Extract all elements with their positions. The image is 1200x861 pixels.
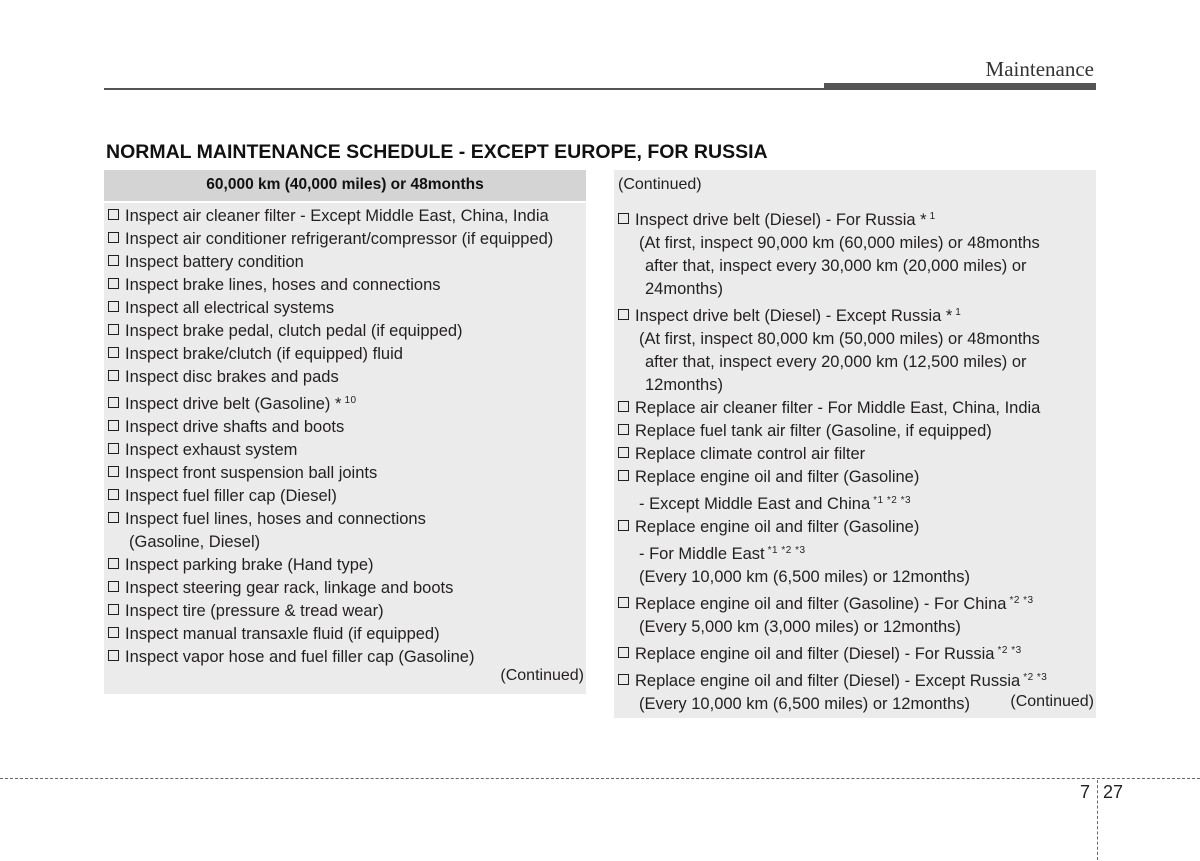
footnote-marker: 1 (929, 211, 936, 222)
checklist-item (108, 577, 553, 600)
checklist-item-text: Replace engine oil and filter (Gasoline) (635, 468, 920, 486)
continuation-text: after that, inspect every 20,000 km (12,500 miles) or (645, 353, 1027, 371)
footnote-marker: *2 *3 (1009, 595, 1034, 606)
checklist-item (108, 320, 553, 343)
checklist-item-text: Inspect disc brakes and pads (125, 368, 339, 386)
checklist-item (618, 205, 1047, 232)
checklist-item-text: Replace engine oil and filter (Diesel) - Except Russia (635, 672, 1021, 690)
checklist-item-text: Inspect drive belt (Diesel) - Except Russia * (635, 307, 953, 325)
checklist-item-text: Inspect air conditioner refrigerant/compressor (if equipped) (125, 230, 554, 248)
checklist-item-continuation (618, 278, 1047, 301)
checklist-item-text: Inspect steering gear rack, linkage and boots (125, 579, 454, 597)
checklist-item-text: Replace climate control air filter (635, 445, 866, 463)
checklist-item-text: Replace engine oil and filter (Gasoline) - For China (635, 595, 1007, 613)
continuation-text: - Except Middle East and China (639, 495, 871, 513)
checklist-item (618, 397, 1047, 420)
checkbox-icon (108, 489, 119, 500)
checklist-item-continuation (618, 566, 1047, 589)
checkbox-icon (618, 309, 629, 320)
checklist-item (108, 439, 553, 462)
checklist-item (108, 508, 553, 531)
checklist-item-text: Inspect all electrical systems (125, 299, 335, 317)
checklist-item-text: Inspect brake lines, hoses and connections (125, 276, 441, 294)
checkbox-icon (108, 443, 119, 454)
continued-from-label: (Continued) (618, 176, 702, 193)
checklist-item-text: Inspect vapor hose and fuel filler cap (Gasoline) (125, 648, 475, 666)
checklist-item (108, 228, 553, 251)
continuation-text: (At first, inspect 90,000 km (60,000 miles) or 48months (639, 234, 1040, 252)
footer-divider (1097, 780, 1098, 860)
checkbox-icon (108, 301, 119, 312)
checkbox-icon (618, 647, 629, 658)
checklist-item-text: Inspect brake pedal, clutch pedal (if equipped) (125, 322, 463, 340)
checkbox-icon (618, 401, 629, 412)
checklist-item (108, 205, 553, 228)
checklist-item-continuation (618, 374, 1047, 397)
checklist-item-text: Replace engine oil and filter (Gasoline) (635, 518, 920, 536)
checklist-item-continuation (618, 489, 1047, 516)
checklist-item (108, 623, 553, 646)
continuation-text: (Every 10,000 km (6,500 miles) or 12months) (639, 695, 971, 713)
checkbox-icon (108, 209, 119, 220)
footnote-marker: *2 *3 (997, 645, 1022, 656)
checklist-item (108, 343, 553, 366)
checklist-item-text: Inspect drive shafts and boots (125, 418, 345, 436)
checklist-item (618, 466, 1047, 489)
checkbox-icon (618, 470, 629, 481)
checklist-item-continuation (618, 232, 1047, 255)
header-rule (104, 88, 824, 90)
footnote-marker: *1 *2 *3 (767, 545, 806, 556)
checklist-item-continuation (618, 351, 1047, 374)
continuation-text: after that, inspect every 30,000 km (20,000 miles) or (645, 257, 1027, 275)
checklist-item (108, 251, 553, 274)
checkbox-icon (108, 232, 119, 243)
continuation-text: - For Middle East (639, 545, 765, 563)
header-rule-accent (824, 83, 1096, 90)
continuation-text: (Every 10,000 km (6,500 miles) or 12months) (639, 568, 971, 586)
checklist-item (618, 420, 1047, 443)
continuation-text: (Every 5,000 km (3,000 miles) or 12months) (639, 618, 961, 636)
checklist-item-continuation (618, 328, 1047, 351)
checklist-item (618, 639, 1047, 666)
footnote-marker: *1 *2 *3 (873, 495, 912, 506)
checkbox-icon (108, 420, 119, 431)
checkbox-icon (108, 370, 119, 381)
checkbox-icon (108, 347, 119, 358)
checklist-item (618, 589, 1047, 616)
chapter-number: 7 (1080, 782, 1091, 802)
checkbox-icon (108, 558, 119, 569)
checklist-item (618, 666, 1047, 693)
page-number: 27 (1103, 782, 1124, 802)
right-checklist (618, 205, 1047, 716)
checklist-item-continuation (618, 255, 1047, 278)
checklist-item-text: Inspect tire (pressure & tread wear) (125, 602, 384, 620)
heading-divider (104, 201, 586, 203)
checklist-item-text: Inspect fuel filler cap (Diesel) (125, 487, 337, 505)
continuation-text: (At first, inspect 80,000 km (50,000 miles) or 48months (639, 330, 1040, 348)
running-header-title: Maintenance (985, 57, 1094, 81)
checklist-item-text: Inspect brake/clutch (if equipped) fluid (125, 345, 403, 363)
checklist-item-continuation (108, 531, 553, 554)
section-title: NORMAL MAINTENANCE SCHEDULE - EXCEPT EUROPE, FOR RUSSIA (106, 141, 768, 163)
checkbox-icon (618, 520, 629, 531)
checklist-item-text: Inspect manual transaxle fluid (if equipped) (125, 625, 440, 643)
checklist-item (108, 297, 553, 320)
checklist-item-text: Inspect front suspension ball joints (125, 464, 378, 482)
checkbox-icon (108, 324, 119, 335)
footer-rule (0, 778, 1200, 779)
checkbox-icon (108, 604, 119, 615)
continued-label: (Continued) (500, 667, 584, 684)
checklist-item-text: Inspect battery condition (125, 253, 304, 271)
checklist-item (618, 301, 1047, 328)
footnote-marker: 10 (344, 395, 357, 406)
checkbox-icon (108, 650, 119, 661)
checklist-item (108, 366, 553, 389)
checklist-item-continuation (618, 616, 1047, 639)
checklist-item-text: Inspect parking brake (Hand type) (125, 556, 374, 574)
checklist-item (108, 462, 553, 485)
checklist-item-text: Inspect drive belt (Gasoline) * (125, 395, 342, 413)
checkbox-icon (108, 397, 119, 408)
column-heading: 60,000 km (40,000 miles) or 48months (206, 176, 484, 193)
left-checklist (108, 205, 553, 669)
checkbox-icon (108, 278, 119, 289)
checkbox-icon (108, 581, 119, 592)
checklist-item (108, 389, 553, 416)
checklist-item-text: Inspect exhaust system (125, 441, 298, 459)
continuation-text: (Gasoline, Diesel) (129, 533, 261, 551)
continuation-text: 24months) (645, 280, 723, 298)
checklist-item (108, 416, 553, 439)
checkbox-icon (108, 255, 119, 266)
continuation-text: 12months) (645, 376, 723, 394)
checkbox-icon (618, 213, 629, 224)
checklist-item-text: Inspect fuel lines, hoses and connections (125, 510, 426, 528)
continued-label: (Continued) (1010, 693, 1094, 710)
checkbox-icon (618, 597, 629, 608)
checklist-item-continuation (618, 693, 1047, 716)
checklist-item-text: Inspect drive belt (Diesel) - For Russia * (635, 211, 927, 229)
checklist-item (108, 274, 553, 297)
checkbox-icon (618, 674, 629, 685)
checklist-item-text: Replace engine oil and filter (Diesel) - For Russia (635, 645, 995, 663)
checkbox-icon (108, 627, 119, 638)
left-column-panel (104, 170, 586, 694)
checklist-item-continuation (618, 539, 1047, 566)
checklist-item-text: Replace air cleaner filter - For Middle East, China, India (635, 399, 1041, 417)
checklist-item-text: Inspect air cleaner filter - Except Middle East, China, India (125, 207, 549, 225)
checkbox-icon (108, 512, 119, 523)
checklist-item (618, 443, 1047, 466)
checklist-item (108, 485, 553, 508)
footnote-marker: *2 *3 (1023, 672, 1048, 683)
checkbox-icon (108, 466, 119, 477)
right-column-panel (614, 170, 1096, 718)
footnote-marker: 1 (955, 307, 962, 318)
checklist-item-text: Replace fuel tank air filter (Gasoline, if equipped) (635, 422, 992, 440)
checklist-item (108, 646, 553, 669)
checkbox-icon (618, 424, 629, 435)
checklist-item (108, 554, 553, 577)
checkbox-icon (618, 447, 629, 458)
checklist-item (618, 516, 1047, 539)
checklist-item (108, 600, 553, 623)
